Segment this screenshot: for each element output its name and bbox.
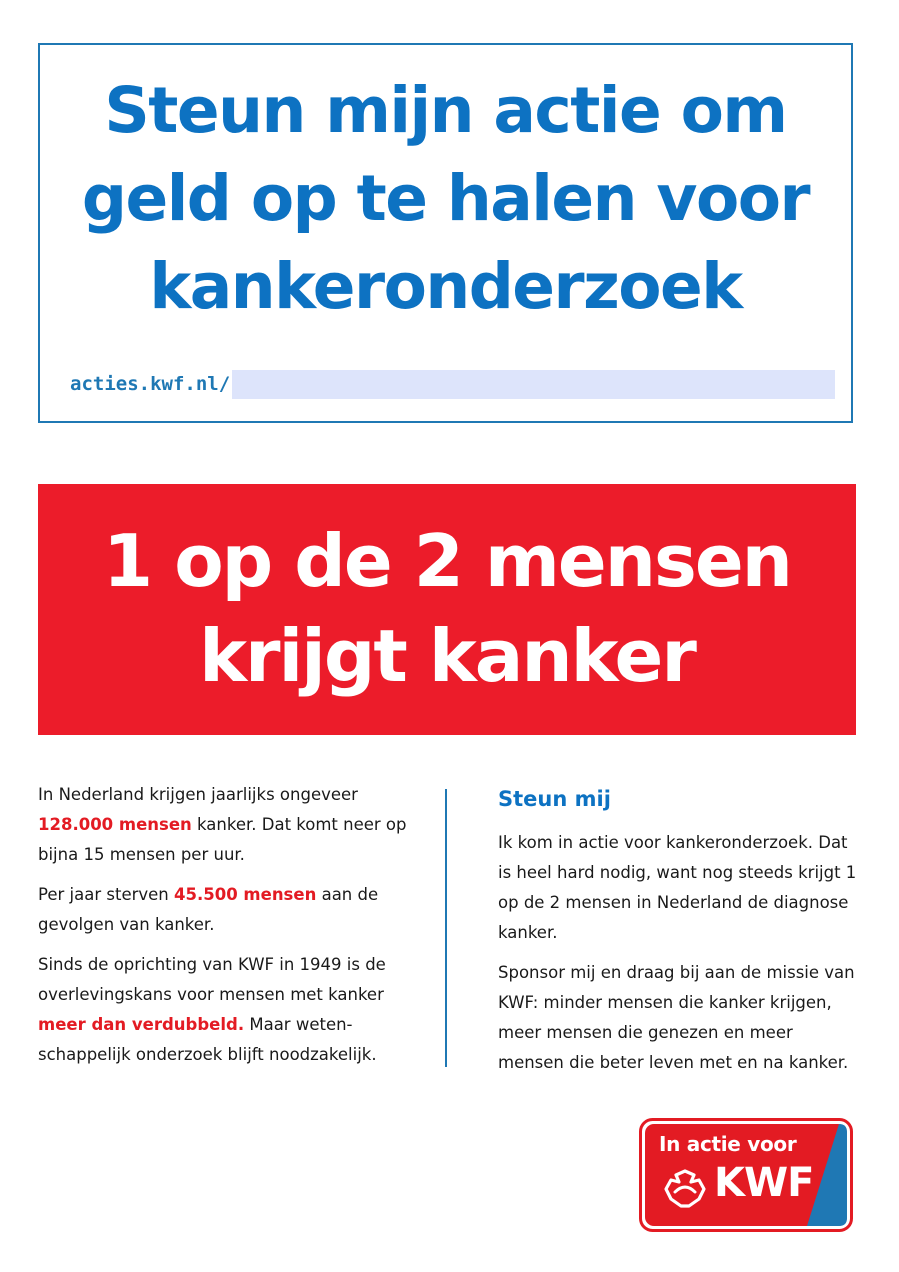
highlight-45500: 45.500 mensen [174, 885, 317, 904]
kwf-badge [639, 1118, 853, 1232]
support-paragraph-1: Ik kom in actie voor kankeronderzoek. Dat is heel hard nodig, want nog steeds krijgt 1 op de 2 mensen in Nederland de diagnose kanker. [498, 833, 857, 942]
kwf-logo-icon [661, 1166, 709, 1212]
page-title [40, 67, 851, 331]
fundraising-header-box [38, 43, 853, 423]
action-url-input[interactable] [232, 370, 835, 399]
support-title: Steun mij [498, 787, 611, 811]
statistic-banner [38, 484, 856, 735]
badge-brand: KWF [714, 1160, 814, 1206]
banner-line-2: krijgt kanker [199, 614, 695, 698]
column-divider [445, 789, 447, 1067]
fact-paragraph-2: Per jaar sterven 45.500 mensen aan de gevolgen van kanker. [38, 885, 379, 934]
highlight-verdubbeld: meer dan verdubbeld. [38, 1015, 245, 1034]
fact-paragraph-3: Sinds de oprichting van KWF in 1949 is de overlevingskans voor mensen met kanker meer dan verdubbeld. Maar weten-schappelijk onderzoek blijft noodzakelijk. [38, 955, 386, 1064]
headline-line-2: geld op te halen voor [81, 162, 810, 235]
support-column [498, 782, 858, 1088]
headline-line-1: Steun mijn actie om [104, 74, 787, 147]
highlight-128000: 128.000 mensen [38, 815, 192, 834]
support-paragraph-2: Sponsor mij en draag bij aan de missie van KWF: minder mensen die kanker krijgen, meer mensen die genezen en meer mensen die beter leven met en na kanker. [498, 963, 855, 1072]
headline-line-3: kankeronderzoek [149, 250, 742, 323]
url-prefix: acties.kwf.nl/ [70, 373, 231, 395]
badge-label: In actie voor [659, 1132, 797, 1156]
fact-paragraph-1: In Nederland krijgen jaarlijks ongeveer 128.000 mensen kanker. Dat komt neer op bijna 15 mensen per uur. [38, 785, 407, 864]
facts-column [38, 780, 408, 1080]
banner-line-1: 1 op de 2 mensen [103, 519, 791, 603]
banner-headline [38, 514, 856, 704]
action-url-row [70, 369, 835, 399]
